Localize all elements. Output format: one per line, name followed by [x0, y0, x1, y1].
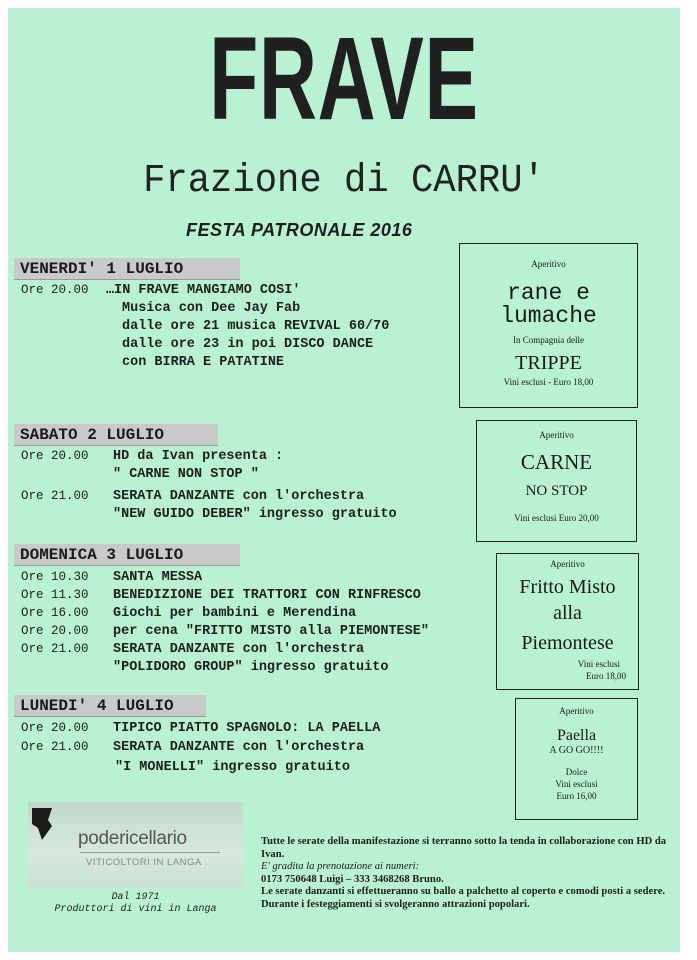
- box-main: Fritto Misto: [519, 576, 616, 598]
- event-time: Ore 20.00: [21, 624, 89, 638]
- event-line: dalle ore 23 in poi DISCO DANCE: [122, 337, 374, 352]
- event-time: Ore 11.30: [21, 588, 89, 602]
- event-time: Ore 20.00: [21, 721, 89, 735]
- box-dolce: Dolce: [565, 767, 588, 777]
- day-header-domenica: DOMENICA 3 LUGLIO: [14, 544, 240, 566]
- logo-divider: [80, 852, 220, 853]
- menu-box-domenica: [496, 553, 639, 690]
- event-time: Ore 20.00: [21, 283, 89, 297]
- day-header-venerdi: VENERDI' 1 LUGLIO: [14, 258, 240, 280]
- event-line: SERATA DANZANTE con l'orchestra: [113, 489, 365, 504]
- event-line: TIPICO PIATTO SPAGNOLO: LA PAELLA: [113, 721, 381, 736]
- poster-subtitle: Frazione di CARRU': [143, 159, 545, 204]
- box-price: Euro 18,00: [586, 671, 626, 681]
- event-time: Ore 20.00: [21, 449, 89, 463]
- logo-name: podericellario: [78, 828, 187, 849]
- menu-box-sabato: [476, 420, 637, 542]
- menu-box-lunedi: [515, 698, 638, 820]
- event-line: …IN FRAVE MANGIAMO COSI': [106, 283, 301, 298]
- box-label: Aperitivo: [559, 706, 594, 716]
- event-line: per cena "FRITTO MISTO alla PIEMONTESE": [113, 624, 429, 639]
- event-line: SANTA MESSA: [113, 570, 203, 585]
- event-line: "POLIDORO GROUP" ingresso gratuito: [113, 660, 389, 675]
- day-header-sabato: SABATO 2 LUGLIO: [14, 424, 218, 446]
- note-attractions: Durante i festeggiamenti si svolgeranno attrazioni popolari.: [261, 898, 530, 910]
- event-time: Ore 10.30: [21, 570, 89, 584]
- since-line: Dal 1971: [111, 892, 160, 903]
- menu-box-venerdi: [459, 243, 638, 408]
- producers-line: Produttori di vini in Langa: [54, 904, 217, 915]
- logo-subtitle: VITICOLTORI IN LANGA: [86, 857, 202, 868]
- poster-title: FRAVE: [209, 13, 479, 145]
- box-mid: In Compagnia delle: [513, 335, 584, 345]
- box-price: Euro 16,00: [556, 791, 597, 801]
- box-main: rane e lumache: [500, 280, 597, 329]
- event-time: Ore 21.00: [21, 489, 89, 503]
- box-label: Aperitivo: [539, 430, 574, 440]
- note-phones: 0173 750648 Luigi – 333 3468268 Bruno.: [261, 873, 444, 885]
- note-booking: E' gradita la prenotazione ai numeri:: [261, 861, 420, 873]
- event-line: con BIRRA E PATATINE: [122, 355, 285, 370]
- note-dance: Le serate danzanti si effettueranno su ballo a palchetto al coperto e comodi posti a sedere.: [261, 886, 666, 898]
- box-label: Aperitivo: [550, 559, 585, 569]
- event-time: Ore 21.00: [21, 740, 89, 754]
- event-line: SERATA DANZANTE con l'orchestra: [113, 642, 365, 657]
- sponsor-logo: [28, 802, 243, 888]
- box-mid: alla: [553, 602, 582, 624]
- box-mid: A GO GO!!!!: [549, 745, 604, 756]
- box-big: TRIPPE: [515, 352, 582, 374]
- event-line: "I MONELLI" ingresso gratuito: [115, 760, 350, 775]
- event-line: SERATA DANZANTE con l'orchestra: [113, 740, 365, 755]
- box-big: Piemontese: [521, 632, 614, 654]
- day-header-lunedi: LUNEDI' 4 LUGLIO: [14, 695, 206, 717]
- event-line: HD da Ivan presenta :: [113, 449, 284, 464]
- event-line: Musica con Dee Jay Fab: [122, 301, 301, 316]
- box-main: Paella: [556, 727, 597, 744]
- event-time: Ore 21.00: [21, 642, 89, 656]
- box-main: CARNE: [520, 450, 593, 474]
- box-mid: NO STOP: [525, 483, 588, 499]
- event-line: dalle ore 21 musica REVIVAL 60/70: [122, 319, 390, 334]
- festa-heading: FESTA PATRONALE 2016: [186, 220, 413, 240]
- event-line: Giochi per bambini e Merendina: [113, 606, 357, 621]
- event-line: BENEDIZIONE DEI TRATTORI CON RINFRESCO: [113, 588, 421, 603]
- box-price: Vini esclusi: [577, 659, 620, 669]
- box-price: Vini esclusi Euro 20,00: [514, 513, 599, 523]
- box-price: Vini esclusi - Euro 18,00: [503, 377, 594, 387]
- poster: [8, 8, 680, 952]
- box-price: Vini esclusi: [555, 779, 598, 789]
- notes: [261, 836, 681, 912]
- note-tent: Tutte le serate della manifestazione si terranno sotto la tenda in collaborazione con HD da Ivan.: [261, 836, 667, 860]
- box-label: Aperitivo: [531, 259, 566, 269]
- event-line: " CARNE NON STOP ": [113, 467, 259, 482]
- leaf-icon: [30, 806, 54, 842]
- event-line: "NEW GUIDO DEBER" ingresso gratuito: [113, 507, 397, 522]
- event-time: Ore 16.00: [21, 606, 89, 620]
